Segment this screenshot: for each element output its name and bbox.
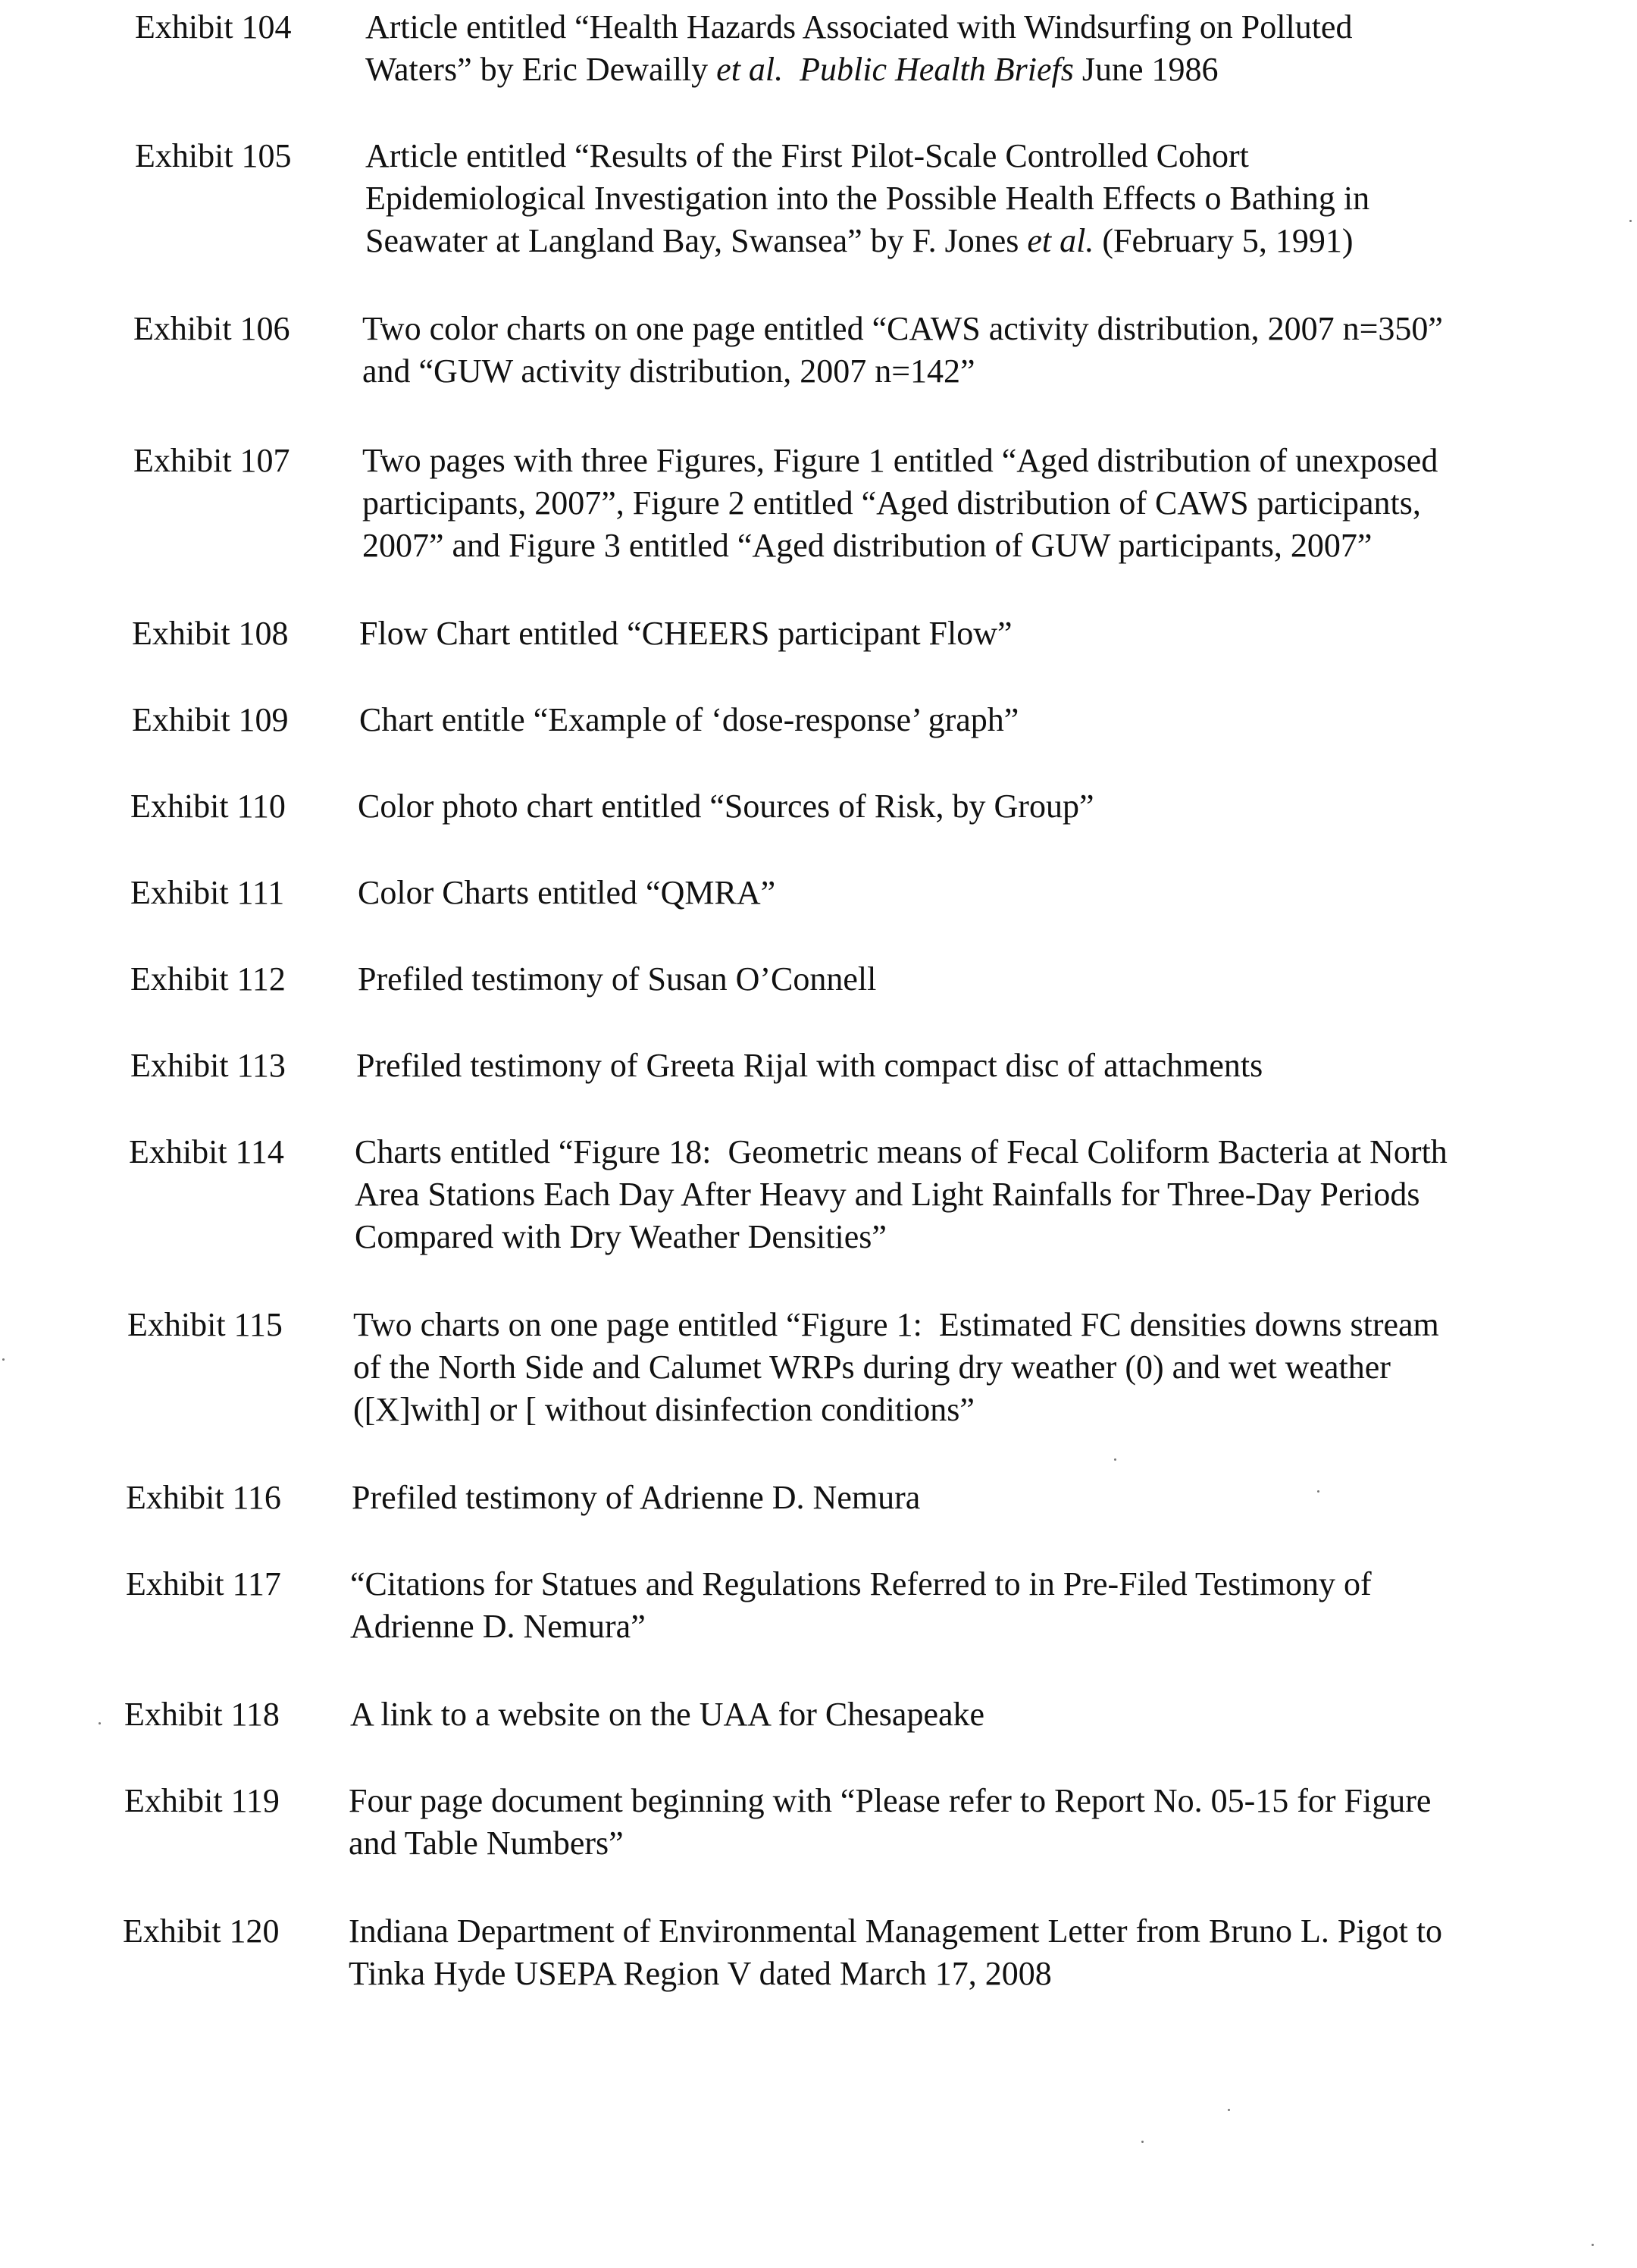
text-segment: Color Charts entitled “QMRA” bbox=[358, 874, 776, 911]
text-segment: Article entitled “Health Hazards Associated with Windsurfing on Polluted bbox=[365, 8, 1353, 45]
exhibit-description bbox=[352, 1477, 1610, 1519]
exhibit-number: Exhibit 110 bbox=[130, 788, 286, 825]
exhibit-description bbox=[349, 1780, 1607, 1865]
text-segment: Two pages with three Figures, Figure 1 entitled “Aged distribution of unexposed bbox=[362, 442, 1438, 479]
exhibit-number: Exhibit 118 bbox=[124, 1696, 280, 1733]
text-segment: Indiana Department of Environmental Management Letter from Bruno L. Pigot to bbox=[349, 1912, 1443, 1950]
scan-speck bbox=[2, 1358, 5, 1361]
description-line bbox=[355, 1173, 1613, 1216]
text-segment: Two color charts on one page entitled “CAWS activity distribution, 2007 n=350” bbox=[362, 310, 1443, 347]
text-segment: A link to a website on the UAA for Chesapeake bbox=[350, 1696, 985, 1733]
text-segment: of the North Side and Calumet WRPs during dry weather (0) and wet weather bbox=[353, 1349, 1391, 1386]
exhibit-number: Exhibit 117 bbox=[126, 1565, 281, 1602]
exhibit-description bbox=[350, 1693, 1608, 1736]
text-segment: Prefiled testimony of Susan O’Connell bbox=[358, 960, 877, 998]
description-line bbox=[365, 49, 1623, 91]
text-segment: (February 5, 1991) bbox=[1094, 222, 1354, 259]
text-segment: Tinka Hyde USEPA Region V dated March 17, 2008 bbox=[349, 1955, 1052, 1992]
description-line bbox=[365, 6, 1623, 49]
text-segment: Four page document beginning with “Please refer to Report No. 05-15 for Figure bbox=[349, 1782, 1432, 1819]
description-line bbox=[356, 1045, 1614, 1087]
description-line bbox=[362, 440, 1620, 482]
description-line bbox=[362, 308, 1620, 350]
description-line bbox=[350, 1563, 1608, 1605]
description-line bbox=[352, 1477, 1610, 1519]
exhibit-number: Exhibit 112 bbox=[130, 960, 286, 998]
scan-speck bbox=[1114, 1458, 1116, 1461]
italic-text: et al. bbox=[1027, 222, 1094, 259]
scan-speck bbox=[1629, 220, 1632, 222]
description-line bbox=[358, 785, 1616, 828]
exhibit-description bbox=[365, 6, 1623, 91]
text-segment: Adrienne D. Nemura” bbox=[350, 1608, 646, 1645]
scan-speck bbox=[1317, 1490, 1319, 1493]
exhibit-number: Exhibit 107 bbox=[133, 442, 290, 479]
italic-text: Public Health Briefs bbox=[800, 51, 1074, 88]
exhibit-description bbox=[362, 440, 1620, 567]
description-line bbox=[355, 1131, 1613, 1173]
description-line bbox=[355, 1216, 1613, 1258]
exhibit-number: Exhibit 116 bbox=[126, 1479, 281, 1516]
exhibit-number: Exhibit 106 bbox=[133, 310, 290, 347]
description-line bbox=[350, 1693, 1608, 1736]
exhibit-number: Exhibit 113 bbox=[130, 1047, 286, 1084]
text-segment: Seawater at Langland Bay, Swansea” by F. Jones bbox=[365, 222, 1028, 259]
scan-speck bbox=[1592, 2244, 1594, 2246]
exhibit-description bbox=[358, 872, 1616, 914]
description-line bbox=[349, 1953, 1607, 1995]
text-segment: Epidemiological Investigation into the Possible Health Effects o Bathing in bbox=[365, 180, 1370, 217]
exhibit-description bbox=[356, 1045, 1614, 1087]
description-line bbox=[353, 1304, 1611, 1346]
text-segment: Chart entitle “Example of ‘dose-response’ graph” bbox=[359, 701, 1019, 738]
exhibit-description bbox=[359, 612, 1617, 655]
text-segment: 2007” and Figure 3 entitled “Aged distribution of GUW participants, 2007” bbox=[362, 527, 1373, 564]
exhibit-description bbox=[355, 1131, 1613, 1258]
text-segment: participants, 2007”, Figure 2 entitled “Aged distribution of CAWS participants, bbox=[362, 484, 1421, 522]
description-line bbox=[362, 525, 1620, 567]
exhibit-description bbox=[359, 699, 1617, 741]
description-line bbox=[362, 482, 1620, 525]
exhibit-number: Exhibit 109 bbox=[132, 701, 289, 738]
text-segment: Prefiled testimony of Greeta Rijal with compact disc of attachments bbox=[356, 1047, 1263, 1084]
text-segment: Two charts on one page entitled “Figure 1: Estimated FC densities downs stream bbox=[353, 1306, 1439, 1343]
text-segment: Color photo chart entitled “Sources of Risk, by Group” bbox=[358, 788, 1094, 825]
text-segment: Flow Chart entitled “CHEERS participant Flow” bbox=[359, 615, 1013, 652]
scan-speck bbox=[99, 1722, 101, 1724]
text-segment: Compared with Dry Weather Densities” bbox=[355, 1218, 887, 1255]
exhibit-description bbox=[350, 1563, 1608, 1648]
description-line bbox=[349, 1780, 1607, 1822]
exhibit-number: Exhibit 114 bbox=[129, 1133, 284, 1170]
description-line bbox=[362, 350, 1620, 393]
text-segment: and Table Numbers” bbox=[349, 1825, 624, 1862]
description-line bbox=[359, 612, 1617, 655]
exhibit-number: Exhibit 104 bbox=[135, 8, 292, 45]
description-line bbox=[349, 1910, 1607, 1953]
text-segment: ([X]with] or [ without disinfection conditions” bbox=[353, 1391, 975, 1428]
text-segment: Charts entitled “Figure 18: Geometric means of Fecal Coliform Bacteria at North bbox=[355, 1133, 1448, 1170]
description-line bbox=[349, 1822, 1607, 1865]
text-segment: “Citations for Statues and Regulations Referred to in Pre-Filed Testimony of bbox=[350, 1565, 1372, 1602]
description-line bbox=[359, 699, 1617, 741]
exhibit-number: Exhibit 119 bbox=[124, 1782, 280, 1819]
scan-speck bbox=[1141, 2141, 1144, 2143]
exhibit-description bbox=[362, 308, 1620, 393]
exhibit-description bbox=[365, 135, 1623, 262]
text-segment: June 1986 bbox=[1073, 51, 1219, 88]
exhibit-description bbox=[349, 1910, 1607, 1995]
description-line bbox=[353, 1346, 1611, 1389]
exhibit-description bbox=[358, 785, 1616, 828]
text-segment: Area Stations Each Day After Heavy and Light Rainfalls for Three-Day Periods bbox=[355, 1176, 1420, 1213]
exhibit-description bbox=[358, 958, 1616, 1001]
exhibit-description bbox=[353, 1304, 1611, 1431]
description-line bbox=[353, 1389, 1611, 1431]
scan-speck bbox=[1228, 2109, 1230, 2111]
text-segment: and “GUW activity distribution, 2007 n=142” bbox=[362, 352, 975, 390]
description-line bbox=[365, 220, 1623, 262]
description-line bbox=[365, 177, 1623, 220]
exhibit-number: Exhibit 115 bbox=[127, 1306, 283, 1343]
text-segment: Waters” by Eric Dewailly bbox=[365, 51, 717, 88]
exhibit-number: Exhibit 120 bbox=[123, 1912, 280, 1950]
exhibit-number: Exhibit 111 bbox=[130, 874, 285, 911]
exhibit-number: Exhibit 105 bbox=[135, 137, 292, 174]
text-segment: Article entitled “Results of the First Pilot-Scale Controlled Cohort bbox=[365, 137, 1249, 174]
description-line bbox=[358, 872, 1616, 914]
exhibit-number: Exhibit 108 bbox=[132, 615, 289, 652]
description-line bbox=[358, 958, 1616, 1001]
text-segment bbox=[783, 51, 800, 88]
italic-text: et al. bbox=[716, 51, 784, 88]
text-segment: Prefiled testimony of Adrienne D. Nemura bbox=[352, 1479, 921, 1516]
description-line bbox=[350, 1605, 1608, 1648]
description-line bbox=[365, 135, 1623, 177]
